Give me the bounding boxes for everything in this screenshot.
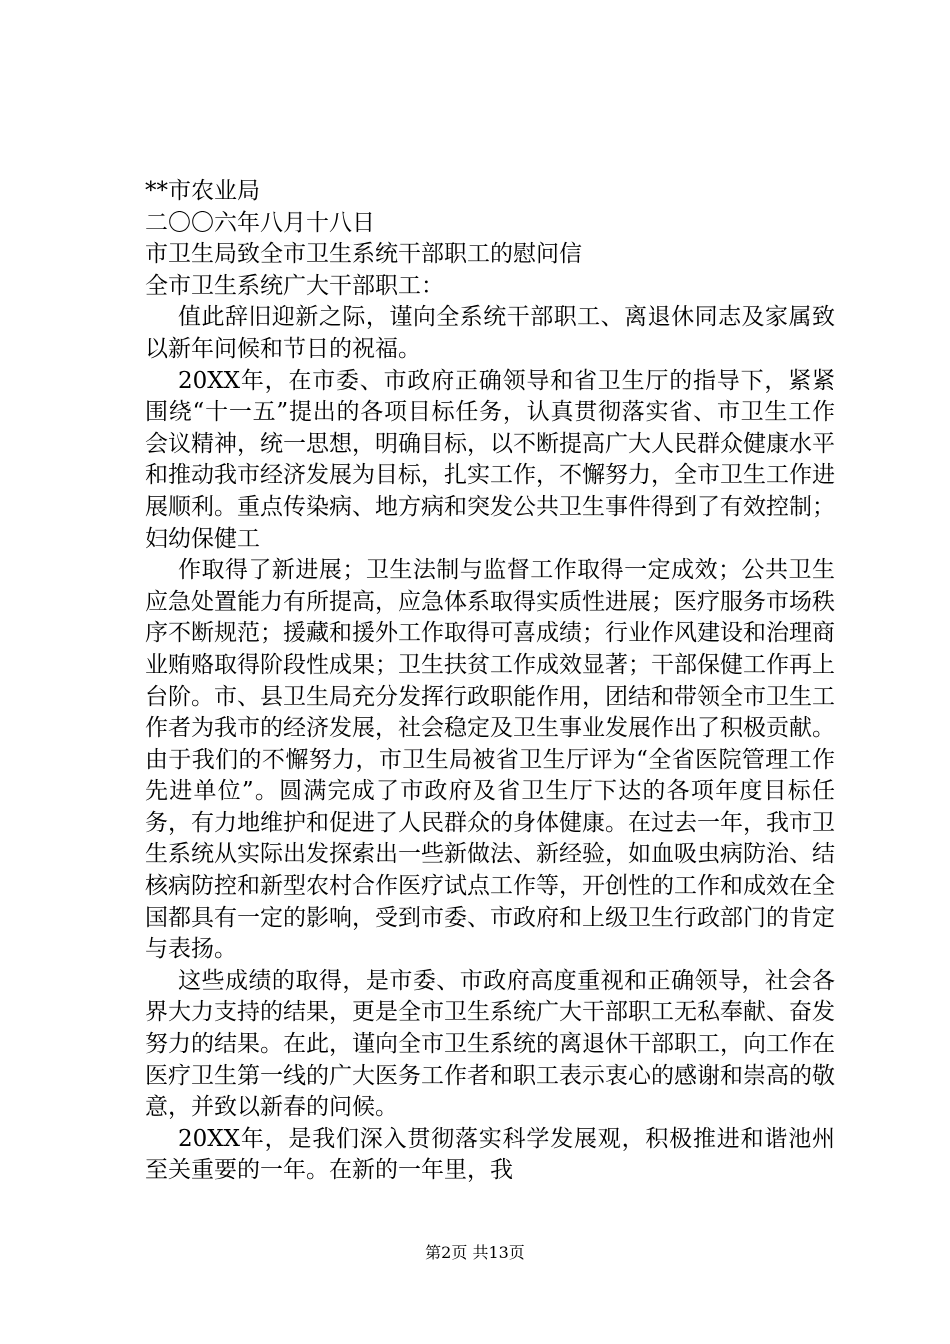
paragraph-achievements-continued: 作取得了新进展；卫生法制与监督工作取得一定成效；公共卫生应急处置能力有所提高，应急体系取得实质性进展；医疗服务市场秩序不断规范；援藏和援外工作取得可喜成绩；行业作风建设和治理商业贿赂取得阶段性成果；卫生扶贫工作成效显著；干部保健工作再上台阶。市、县卫生局充分发挥行政职能作用，团结和带领全市卫生工作者为我市的经济发展，社会稳定及卫生事业发展作出了积极贡献。由于我们的不懈努力，市卫生局被省卫生厅评为“全省医院管理工作先进单位”。圆满完成了市政府及省卫生厅下达的各项年度目标任务，有力地维护和促进了人民群众的身体健康。在过去一年，我市卫生系统从实际出发探索出一些新做法、新经验，如血吸虫病防治、结核病防控和新型农村合作医疗试点工作等，开创性的工作和成效在全国都具有一定的影响，受到市委、市政府和上级卫生行政部门的肯定与表扬。 <box>145 557 835 963</box>
letter-title: 市卫生局致全市卫生系统干部职工的慰问信 <box>145 241 582 268</box>
page-number-footer: 第2页 共13页 <box>425 1243 525 1262</box>
paragraph-thanks: 这些成绩的取得，是市委、市政府高度重视和正确领导，社会各界大力支持的结果，更是全市卫生系统广大干部职工无私奉献、奋发努力的结果。在此，谨向全市卫生系统的离退休干部职工，向工作在医疗卫生第一线的广大医务工作者和职工表示衷心的感谢和崇高的敬意，并致以新春的问候。 <box>145 967 835 1121</box>
paragraph-greeting: 值此辞旧迎新之际，谨向全系统干部职工、离退休同志及家属致以新年问候和节日的祝福。 <box>145 304 835 362</box>
paragraph-new-year: 20XX年，是我们深入贯彻落实科学发展观，积极推进和谐池州至关重要的一年。在新的一年里，我 <box>145 1125 835 1184</box>
document-body <box>145 176 835 1187</box>
paragraph-achievements: 20XX年，在市委、市政府正确领导和省卫生厅的指导下，紧紧围绕“十一五”提出的各项目标任务，认真贯彻落实省、市卫生工作会议精神，统一思想，明确目标，以不断提高广大人民群众健康水平和推动我市经济发展为目标，扎实工作，不懈努力，全市卫生工作进展顺利。重点传染病、地方病和突发公共卫生事件得到了有效控制；妇幼保健工 <box>145 367 835 552</box>
salutation: 全市卫生系统广大干部职工： <box>145 272 444 299</box>
date-line: 二〇〇六年八月十八日 <box>145 209 375 236</box>
sender-line: **市农业局 <box>145 178 260 204</box>
